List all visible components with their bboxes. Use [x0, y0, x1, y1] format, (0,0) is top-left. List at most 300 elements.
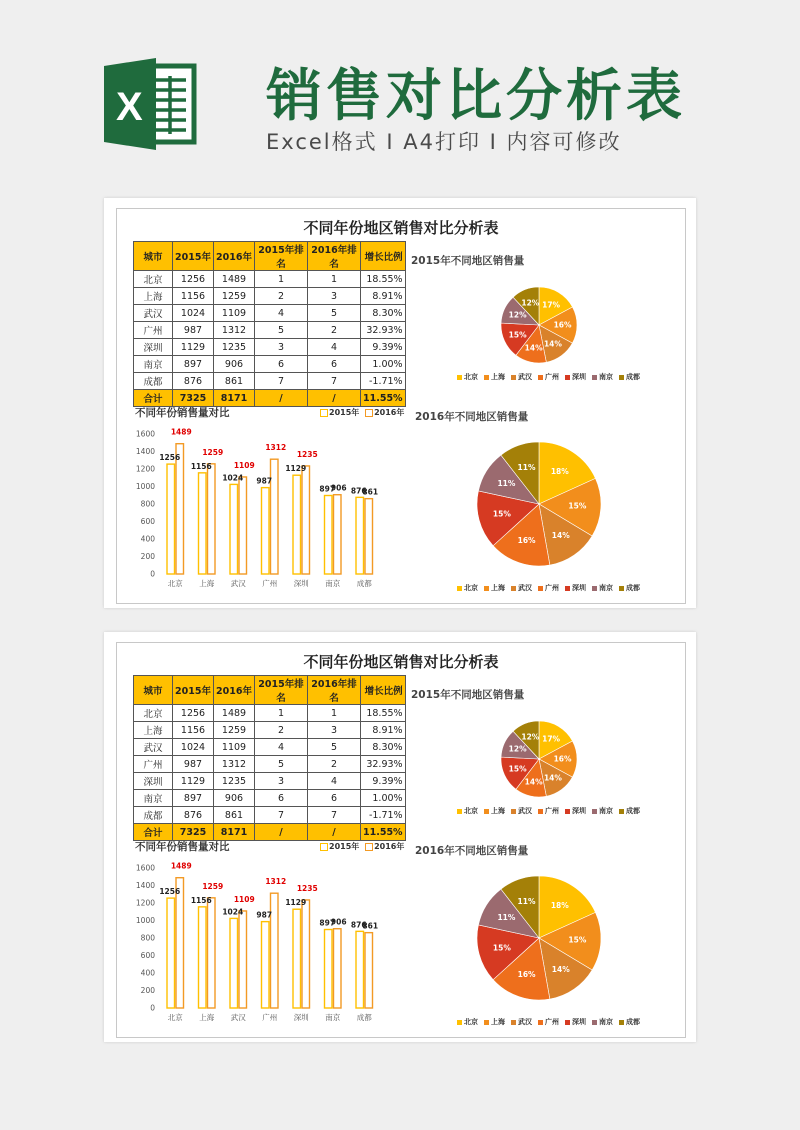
table-row [134, 722, 406, 739]
table-cell: 7 [308, 807, 361, 824]
table-cell: 6 [308, 790, 361, 807]
legend-swatch [511, 1020, 516, 1025]
table-cell: 5 [308, 739, 361, 756]
bar-2016 [239, 911, 247, 1008]
pie-data-label: 16% [517, 969, 536, 979]
legend-item [538, 806, 559, 816]
bar-2015 [167, 898, 175, 1008]
table-cell: 1312 [214, 756, 255, 773]
pie-2016-chart [474, 434, 604, 574]
x-tick-label: 广州 [262, 579, 278, 588]
pie-data-label: 15% [508, 764, 527, 774]
bar-2015 [262, 922, 270, 1008]
legend-label: 深圳 [572, 807, 586, 815]
table-cell: 3 [255, 773, 308, 790]
pie-data-label: 14% [543, 339, 562, 349]
pie-data-label: 15% [492, 509, 511, 519]
bar-2015-data-label: 897 [319, 918, 336, 928]
legend-label: 深圳 [572, 373, 586, 381]
legend-swatch [484, 1020, 489, 1025]
table-cell: 987 [173, 322, 214, 339]
legend-item [565, 1017, 586, 1027]
legend-label: 成都 [626, 1018, 640, 1026]
table-header-cell: 城市 [134, 242, 173, 271]
bar-2016 [302, 466, 310, 574]
pie-2015-title: 2015年不同地区销售量 [411, 255, 525, 267]
bar-2015-data-label: 1156 [190, 461, 212, 471]
legend-label: 成都 [626, 807, 640, 815]
table-header-cell: 2016年 [214, 242, 255, 271]
page-title: 销售对比分析表 [266, 64, 686, 129]
legend-item [511, 372, 532, 382]
pie-2015-legend [457, 372, 646, 382]
bar-chart [127, 424, 397, 604]
pie-data-label: 18% [550, 901, 569, 911]
x-tick-label: 广州 [262, 1013, 278, 1022]
bar-2016 [365, 933, 373, 1008]
table-cell: 北京 [134, 705, 173, 722]
page-subtitle [266, 126, 622, 156]
bar-2015-data-label: 1024 [222, 907, 244, 917]
legend-item [592, 806, 613, 816]
subtitle-separator: I [386, 130, 395, 154]
table-cell: 897 [173, 790, 214, 807]
bar-2016-data-label: 1259 [202, 447, 224, 457]
table-cell: 3 [308, 722, 361, 739]
y-tick-label: 600 [140, 951, 155, 960]
bar-2015 [356, 497, 364, 574]
table-cell: 18.55% [361, 271, 406, 288]
legend-item [457, 1017, 478, 1027]
table-cell: -1.71% [361, 807, 406, 824]
bar-2016-data-label: 1109 [233, 460, 255, 470]
table-cell: 1259 [214, 722, 255, 739]
legend-item [538, 372, 559, 382]
pie-data-label: 17% [542, 734, 561, 744]
sales-table [133, 675, 406, 841]
legend-item [592, 1017, 613, 1027]
pie-2015-title: 2015年不同地区销售量 [411, 689, 525, 701]
table-cell: 1235 [214, 339, 255, 356]
legend-item [484, 372, 505, 382]
table-cell: 1235 [214, 773, 255, 790]
table-cell: 北京 [134, 271, 173, 288]
subtitle-edit: 内容可修改 [506, 130, 622, 154]
bar-2015 [199, 473, 207, 574]
legend-item [619, 1017, 640, 1027]
bar-2015-data-label: 1129 [285, 464, 307, 474]
table-cell: 1489 [214, 705, 255, 722]
table-cell: 1259 [214, 288, 255, 305]
y-tick-label: 800 [140, 499, 155, 509]
legend-label: 上海 [491, 807, 505, 815]
table-cell: 32.93% [361, 756, 406, 773]
bar-2015 [325, 930, 333, 1008]
table-cell: 7325 [173, 390, 214, 407]
legend-swatch [538, 809, 543, 814]
legend-swatch [565, 375, 570, 380]
bar-2015 [230, 484, 238, 574]
table-cell: 1156 [173, 722, 214, 739]
legend-item [538, 1017, 559, 1027]
pie-data-label: 14% [551, 965, 570, 975]
pie-data-label: 11% [517, 897, 536, 907]
legend-item [592, 372, 613, 382]
table-cell: 1312 [214, 322, 255, 339]
legend-swatch-2016 [365, 843, 373, 851]
y-tick-label: 1000 [135, 482, 155, 491]
legend-swatch [592, 809, 597, 814]
legend-swatch [511, 586, 516, 591]
bar-2016 [208, 898, 216, 1008]
y-tick-label: 400 [140, 534, 155, 544]
x-tick-label: 深圳 [293, 1013, 309, 1022]
legend-item [511, 583, 532, 593]
legend-label: 南京 [599, 584, 613, 592]
bar-2015-data-label: 987 [256, 910, 273, 920]
legend-item [619, 806, 640, 816]
table-row [134, 356, 406, 373]
x-tick-label: 武汉 [230, 1013, 246, 1022]
bar-2016-data-label: 1259 [202, 881, 224, 891]
table-cell: 32.93% [361, 322, 406, 339]
bar-2015-data-label: 1256 [159, 453, 181, 463]
pie-data-label: 15% [508, 330, 527, 340]
y-tick-label: 1600 [135, 863, 155, 873]
table-cell: / [255, 824, 308, 841]
table-total-row [134, 390, 406, 407]
bar-2015 [262, 488, 270, 574]
y-tick-label: 1600 [135, 429, 155, 439]
table-cell: 8171 [214, 390, 255, 407]
table-cell: 武汉 [134, 739, 173, 756]
bar-2016-data-label: 1489 [170, 861, 192, 871]
table-cell: 4 [255, 739, 308, 756]
table-cell: 7 [255, 373, 308, 390]
y-tick-label: 0 [150, 1003, 155, 1013]
table-cell: 876 [173, 373, 214, 390]
table-cell: 861 [214, 807, 255, 824]
bar-2015-data-label: 876 [350, 486, 367, 496]
bar-2016-data-label: 1235 [296, 883, 318, 893]
subtitle-print: A4打印 [403, 130, 481, 154]
table-header-cell: 增长比例 [361, 676, 406, 705]
table-header-row [134, 676, 406, 705]
bar-2015-data-label: 1256 [159, 887, 181, 897]
table-cell: -1.71% [361, 373, 406, 390]
y-tick-label: 1200 [135, 464, 155, 474]
legend-label: 南京 [599, 373, 613, 381]
pie-data-label: 16% [517, 535, 536, 545]
bar-2015 [230, 918, 238, 1008]
legend-label: 上海 [491, 1018, 505, 1026]
bar-2016 [176, 878, 184, 1008]
table-cell: / [308, 390, 361, 407]
table-cell: 5 [308, 305, 361, 322]
bar-2016 [365, 499, 373, 574]
table-row [134, 305, 406, 322]
table-cell: 1129 [173, 773, 214, 790]
table-header-cell: 2016年 [214, 676, 255, 705]
table-row [134, 790, 406, 807]
legend-label: 武汉 [518, 373, 532, 381]
legend-label: 北京 [464, 1018, 478, 1026]
table-cell: 1156 [173, 288, 214, 305]
pie-data-label: 11% [517, 463, 536, 473]
bar-2015 [167, 464, 175, 574]
table-cell: 广州 [134, 756, 173, 773]
bar-2016 [176, 444, 184, 574]
bar-2016-data-label: 906 [330, 917, 347, 927]
bar-2015 [199, 907, 207, 1008]
legend-label: 深圳 [572, 1018, 586, 1026]
sheet-frame [116, 208, 686, 604]
bar-2016-data-label: 861 [362, 487, 379, 497]
table-cell: 7 [255, 807, 308, 824]
legend-item [538, 583, 559, 593]
table-cell: 7 [308, 373, 361, 390]
legend-item [484, 806, 505, 816]
pie-2015-legend [457, 806, 646, 816]
table-cell: 7325 [173, 824, 214, 841]
pie-data-label: 15% [568, 935, 587, 945]
table-cell: 合计 [134, 390, 173, 407]
y-tick-label: 1400 [135, 447, 155, 456]
legend-item [511, 1017, 532, 1027]
legend-swatch-2015 [320, 843, 328, 851]
legend-label: 北京 [464, 807, 478, 815]
y-tick-label: 200 [140, 986, 155, 995]
legend-swatch [457, 1020, 462, 1025]
legend-label: 深圳 [572, 584, 586, 592]
bar-2015-data-label: 1024 [222, 473, 244, 483]
table-cell: 1256 [173, 705, 214, 722]
x-tick-label: 武汉 [230, 579, 246, 588]
legend-item [565, 583, 586, 593]
legend-swatch [538, 586, 543, 591]
excel-logo-icon [104, 58, 200, 150]
table-cell: 广州 [134, 322, 173, 339]
x-tick-label: 深圳 [293, 579, 309, 588]
bar-2015-data-label: 876 [350, 920, 367, 930]
legend-item [619, 583, 640, 593]
table-cell: 1.00% [361, 790, 406, 807]
pie-data-label: 11% [497, 913, 516, 923]
table-cell: 1024 [173, 739, 214, 756]
bar-2016-data-label: 1312 [265, 877, 287, 887]
table-total-row [134, 824, 406, 841]
table-cell: 1024 [173, 305, 214, 322]
legend-swatch [619, 809, 624, 814]
sheet-preview [104, 632, 696, 1042]
table-cell: 成都 [134, 807, 173, 824]
legend-swatch [538, 1020, 543, 1025]
x-tick-label: 南京 [325, 1013, 341, 1022]
y-tick-label: 1000 [135, 916, 155, 925]
legend-label: 成都 [626, 584, 640, 592]
legend-swatch [484, 375, 489, 380]
table-cell: 南京 [134, 790, 173, 807]
table-cell: 1256 [173, 271, 214, 288]
table-cell: 1 [255, 271, 308, 288]
pie-data-label: 16% [553, 754, 572, 764]
legend-label: 广州 [545, 373, 559, 381]
table-cell: 11.55% [361, 824, 406, 841]
bar-2015-data-label: 897 [319, 484, 336, 494]
legend-swatch [565, 809, 570, 814]
legend-label-2016: 2016年 [374, 842, 405, 851]
legend-label-2016: 2016年 [374, 408, 405, 417]
table-cell: 合计 [134, 824, 173, 841]
legend-label: 广州 [545, 1018, 559, 1026]
legend-item [484, 1017, 505, 1027]
table-cell: 8.30% [361, 305, 406, 322]
legend-label: 北京 [464, 373, 478, 381]
pie-2015-chart [499, 285, 579, 365]
pie-data-label: 18% [550, 467, 569, 477]
table-cell: 3 [255, 339, 308, 356]
legend-label: 武汉 [518, 1018, 532, 1026]
bar-2016 [208, 464, 216, 574]
legend-label: 武汉 [518, 584, 532, 592]
table-header-cell: 2016年排名 [308, 242, 361, 271]
table-cell: 1 [308, 271, 361, 288]
legend-label: 南京 [599, 807, 613, 815]
legend-label-2015: 2015年 [329, 408, 360, 417]
legend-item [484, 583, 505, 593]
legend-swatch [457, 375, 462, 380]
table-row [134, 271, 406, 288]
legend-swatch [619, 586, 624, 591]
pie-data-label: 12% [521, 732, 540, 742]
table-header-cell: 2016年排名 [308, 676, 361, 705]
bar-chart-legend [317, 407, 404, 418]
bar-2016-data-label: 861 [362, 921, 379, 931]
x-tick-label: 成都 [356, 1013, 372, 1022]
sheet-preview [104, 198, 696, 608]
table-cell: 4 [308, 339, 361, 356]
table-cell: 深圳 [134, 339, 173, 356]
x-tick-label: 上海 [199, 579, 215, 588]
table-cell: 8171 [214, 824, 255, 841]
y-tick-label: 1400 [135, 881, 155, 890]
legend-item [592, 583, 613, 593]
table-header-row [134, 242, 406, 271]
pie-data-label: 12% [508, 744, 527, 754]
table-row [134, 773, 406, 790]
bar-chart-title: 不同年份销售量对比 [135, 841, 230, 853]
pie-data-label: 14% [524, 777, 543, 787]
table-cell: 8.30% [361, 739, 406, 756]
sheet-frame [116, 642, 686, 1038]
bar-chart-legend [317, 841, 404, 852]
bar-2016-data-label: 906 [330, 483, 347, 493]
table-cell: 5 [255, 322, 308, 339]
table-cell: / [308, 824, 361, 841]
y-tick-label: 1200 [135, 898, 155, 908]
table-cell: 8.91% [361, 288, 406, 305]
table-row [134, 807, 406, 824]
bar-2015 [293, 475, 301, 574]
bar-2016 [239, 477, 247, 574]
table-cell: 906 [214, 356, 255, 373]
legend-item [619, 372, 640, 382]
table-cell: 18.55% [361, 705, 406, 722]
table-cell: / [255, 390, 308, 407]
table-row [134, 705, 406, 722]
table-cell: 11.55% [361, 390, 406, 407]
bar-2016 [334, 929, 342, 1008]
bar-2015-data-label: 987 [256, 476, 273, 486]
table-header-cell: 2015年 [173, 242, 214, 271]
table-row [134, 339, 406, 356]
legend-swatch [511, 375, 516, 380]
table-cell: 8.91% [361, 722, 406, 739]
svg-text:X: X [116, 85, 143, 129]
table-cell: 武汉 [134, 305, 173, 322]
legend-swatch [565, 586, 570, 591]
bar-2015 [356, 931, 364, 1008]
y-tick-label: 400 [140, 968, 155, 978]
legend-label: 广州 [545, 807, 559, 815]
bar-2016-data-label: 1489 [170, 427, 192, 437]
bar-2015 [325, 496, 333, 574]
table-cell: 5 [255, 756, 308, 773]
legend-label-2015: 2015年 [329, 842, 360, 851]
table-cell: 上海 [134, 288, 173, 305]
y-tick-label: 200 [140, 552, 155, 561]
table-cell: 6 [255, 790, 308, 807]
bar-2016-data-label: 1312 [265, 443, 287, 453]
legend-swatch [538, 375, 543, 380]
legend-label: 南京 [599, 1018, 613, 1026]
legend-label: 广州 [545, 584, 559, 592]
table-row [134, 756, 406, 773]
legend-swatch-2016 [365, 409, 373, 417]
table-header-cell: 2015年 [173, 676, 214, 705]
x-tick-label: 成都 [356, 579, 372, 588]
table-cell: 9.39% [361, 773, 406, 790]
x-tick-label: 南京 [325, 579, 341, 588]
sheet-title: 不同年份地区销售对比分析表 [303, 653, 499, 671]
table-cell: 861 [214, 373, 255, 390]
table-cell: 上海 [134, 722, 173, 739]
legend-swatch [457, 809, 462, 814]
legend-item [565, 372, 586, 382]
legend-label: 成都 [626, 373, 640, 381]
legend-swatch [457, 586, 462, 591]
legend-swatch [592, 375, 597, 380]
subtitle-format: Excel格式 [266, 130, 378, 154]
pie-2016-legend [457, 1017, 646, 1027]
table-cell: 6 [255, 356, 308, 373]
pie-data-label: 14% [524, 343, 543, 353]
legend-swatch [619, 375, 624, 380]
subtitle-separator: I [489, 130, 498, 154]
pie-data-label: 14% [551, 531, 570, 541]
bar-2015 [293, 909, 301, 1008]
table-cell: 成都 [134, 373, 173, 390]
legend-swatch [511, 809, 516, 814]
table-cell: 906 [214, 790, 255, 807]
bar-2015-data-label: 1129 [285, 898, 307, 908]
pie-2016-legend [457, 583, 646, 593]
bar-2016-data-label: 1109 [233, 894, 255, 904]
pie-2016-title: 2016年不同地区销售量 [415, 411, 529, 423]
legend-swatch [484, 809, 489, 814]
legend-swatch-2015 [320, 409, 328, 417]
pie-data-label: 15% [492, 943, 511, 953]
